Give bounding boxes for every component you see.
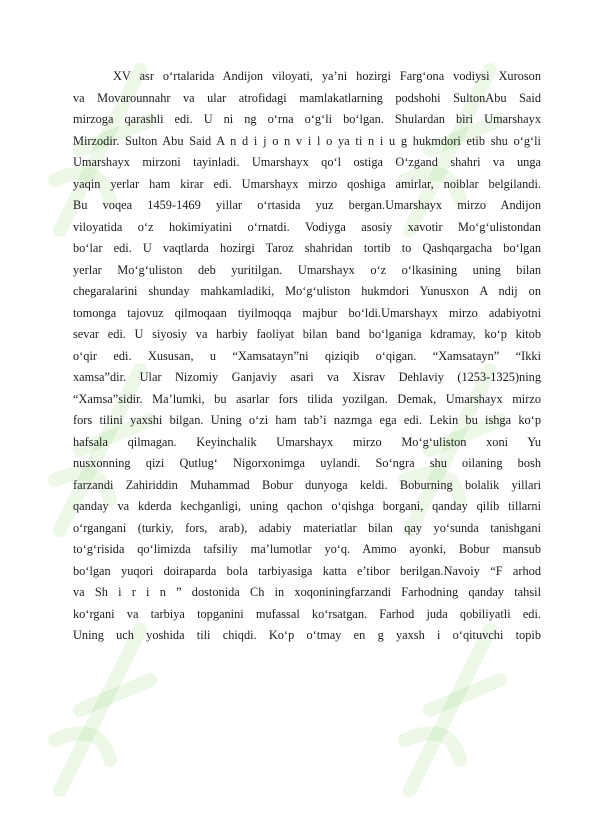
text-line: chegaralarini shunday mahkamladiki, Mo‘g‘uliston hukmdori Yunusxon A ndij on bbox=[73, 284, 541, 298]
text-line: bo‘lgan yuqori doiraparda bola tarbiyasiga katta e’tibor berilgan.Navoiy “F arhod bbox=[73, 563, 541, 578]
text-line: va Sh i r i n ” dostonida Ch in xoqoniningfarzandi Farhodning qanday tahsil bbox=[73, 585, 541, 599]
text-line: hafsala qilmagan. Keyinchalik Umarshayx mirzo Mo‘g‘uliston xoni Yu bbox=[73, 434, 541, 449]
text-line: XV asr o‘rtalarida Andijon viloyati, ya’ni hozirgi Farg‘ona vodiysi Xuroson bbox=[113, 69, 541, 83]
text-line: Mirzodir. Sulton Abu Said A n d i j o n v i l o ya ti n i u g hukmdori etib shu o‘g‘li bbox=[73, 133, 541, 148]
text-line: xamsa”dir. Ular Nizomiy Ganjaviy asari va Xisrav Dehlaviy (1253-1325)ning bbox=[73, 370, 541, 384]
text-line: Umarshayx mirzoni tayinladi. Umarshayx qo‘l ostiga O‘zgand shahri va unga bbox=[73, 155, 541, 169]
text-line: Uning uch yoshida tili chiqdi. Ko‘p o‘tmay en g yaxsh i o‘qituvchi topib bbox=[73, 628, 541, 642]
text-line: sevar edi. U siyosiy va harbiy faoliyat bilan band bo‘lganiga kdramay, ko‘p kitob bbox=[73, 327, 541, 341]
text-line: o‘qir edi. Xususan, u “Xamsatayn”ni qiziqib o‘qigan. “Xamsatayn” “Ikki bbox=[73, 348, 541, 363]
text-line: ko‘rgani va tarbiya topganini mufassal ko‘rsatgan. Farhod juda qobiliyatli edi. bbox=[73, 606, 541, 621]
text-line: qanday va kderda kechganligi, uning qachon o‘qishga borgani, qanday qilib tillarni bbox=[73, 499, 541, 513]
text-line: “Xamsa”sidir. Ma’lumki, bu asarlar fors tilida yozilgan. Demak, Umarshayx mirzo bbox=[73, 391, 541, 406]
text-line: yaqin yerlar ham kirar edi. Umarshayx mirzo qoshiga amirlar, noiblar belgilandi. bbox=[73, 176, 541, 191]
text-line: yerlar Mo‘g‘uliston deb yuritilgan. Umarshayx o‘z o‘lkasining uning bilan bbox=[73, 262, 541, 277]
text-line: bo‘lar edi. U vaqtlarda hozirgi Taroz shahridan tortib to Qashqargacha bo‘lgan bbox=[73, 241, 541, 255]
text-line: to‘g‘risida qo‘limizda tafsiliy ma’lumotlar yo‘q. Ammo ayonki, Bobur mansub bbox=[73, 542, 541, 556]
text-line: va Movarounnahr va ular atrofidagi mamlakatlarning podshohi SultonAbu Said bbox=[73, 90, 541, 105]
text-line: mirzoga qarashli edi. U ni ng o‘rna o‘g‘li bo‘lgan. Shulardan biri Umarshayx bbox=[73, 112, 541, 126]
text-line: fors tilini yaxshi bilgan. Uning o‘zi ham tab’i nazmga ega edi. Lekin bu ishga ko‘p bbox=[73, 413, 541, 427]
text-line: farzandi Zahiriddin Muhammad Bobur dunyoga keldi. Boburning bolalik yillari bbox=[73, 477, 541, 492]
text-line: tomonga tajovuz qilmoqaan tiyilmoqqa majbur bo‘ldi.Umarshayx mirzo adabiyotni bbox=[73, 305, 541, 320]
text-line: nusxonning qizi Qutlug‘ Nigorxonimga uylandi. So‘ngra shu oilaning bosh bbox=[73, 456, 541, 470]
text-line: Bu voqea 1459-1469 yillar o‘rtasida yuz bergan.Umarshayx mirzo Andijon bbox=[73, 198, 541, 212]
body-paragraph bbox=[73, 66, 541, 647]
text-line: viloyatida o‘z hokimiyatini o‘rnatdi. Vodiyga asosiy xavotir Mo‘g‘ulistondan bbox=[73, 219, 541, 234]
text-line: o‘rgangani (turkiy, fors, arab), adabiy materiatlar bilan qay yo‘sunda tanishgani bbox=[73, 520, 541, 535]
